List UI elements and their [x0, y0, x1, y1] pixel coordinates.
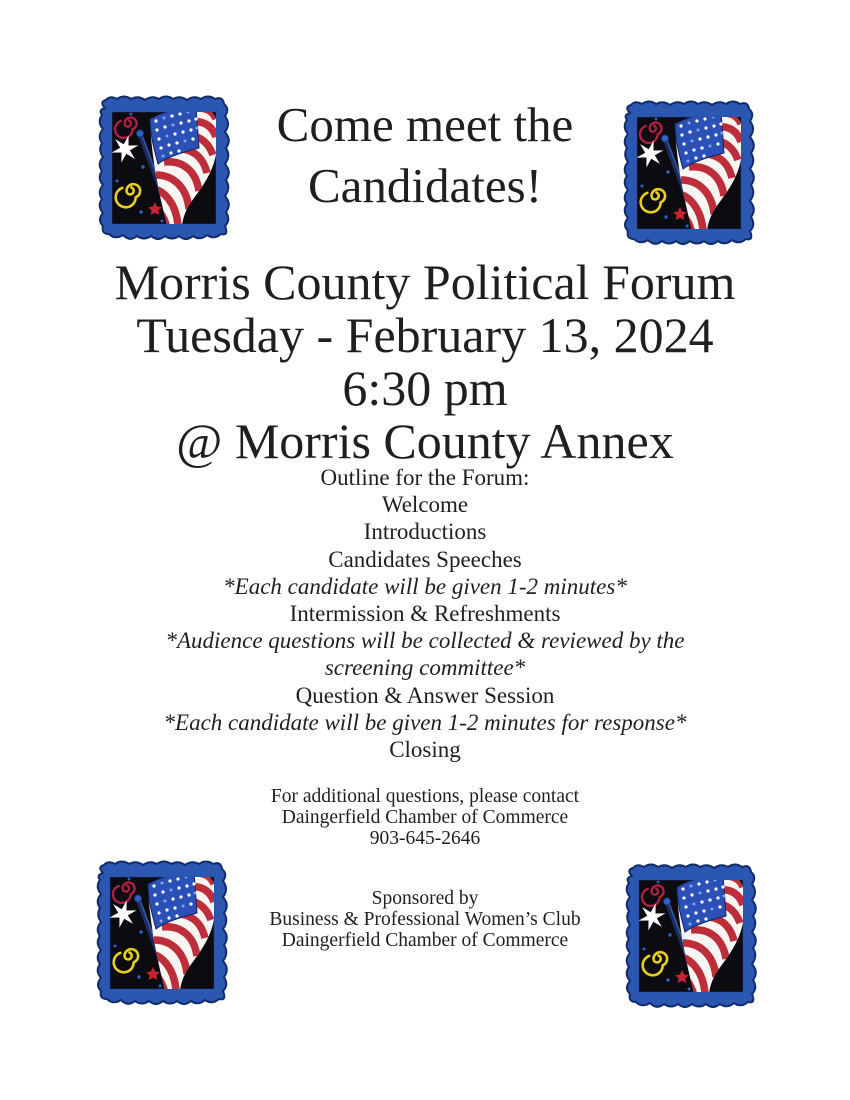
sponsor-name-2: Daingerfield Chamber of Commerce	[281, 930, 569, 951]
flag-stamp-bottom-left	[93, 857, 231, 1009]
sponsor-name-1: Business & Professional Women’s Club	[269, 909, 581, 930]
outline-item-closing: Closing	[389, 737, 461, 763]
event-name: Morris County Political Forum	[114, 254, 736, 310]
contact-block	[0, 786, 850, 849]
contact-intro: For additional questions, please contact	[270, 786, 580, 807]
title-line-2: Candidates!	[307, 158, 543, 213]
sponsor-heading: Sponsored by	[371, 888, 479, 909]
flag-stamp-icon	[622, 860, 760, 1012]
event-details	[0, 256, 850, 468]
event-date: Tuesday - February 13, 2024	[136, 307, 714, 363]
contact-organization: Daingerfield Chamber of Commerce	[281, 807, 569, 828]
contact-phone: 903-645-2646	[369, 828, 481, 849]
flag-stamp-bottom-right	[622, 860, 760, 1012]
outline-item-speeches: Candidates Speeches	[328, 546, 522, 572]
outline-item-welcome: Welcome	[381, 492, 469, 518]
forum-outline	[145, 464, 705, 763]
page-title	[0, 94, 850, 216]
outline-note-response-time: *Each candidate will be given 1-2 minutes for response*	[163, 709, 687, 735]
flag-stamp-icon	[93, 857, 231, 1009]
event-time: 6:30 pm	[342, 360, 508, 416]
outline-item-qa-session: Question & Answer Session	[295, 682, 555, 708]
outline-item-intermission: Intermission & Refreshments	[289, 601, 561, 627]
title-line-1: Come meet the	[276, 97, 574, 152]
outline-note-audience-questions: *Audience questions will be collected & reviewed by the screening committee*	[165, 628, 685, 681]
event-location: @ Morris County Annex	[176, 413, 674, 469]
outline-heading: Outline for the Forum:	[320, 465, 530, 490]
outline-note-speech-time: *Each candidate will be given 1-2 minutes*	[223, 573, 627, 599]
outline-item-introductions: Introductions	[363, 519, 487, 545]
